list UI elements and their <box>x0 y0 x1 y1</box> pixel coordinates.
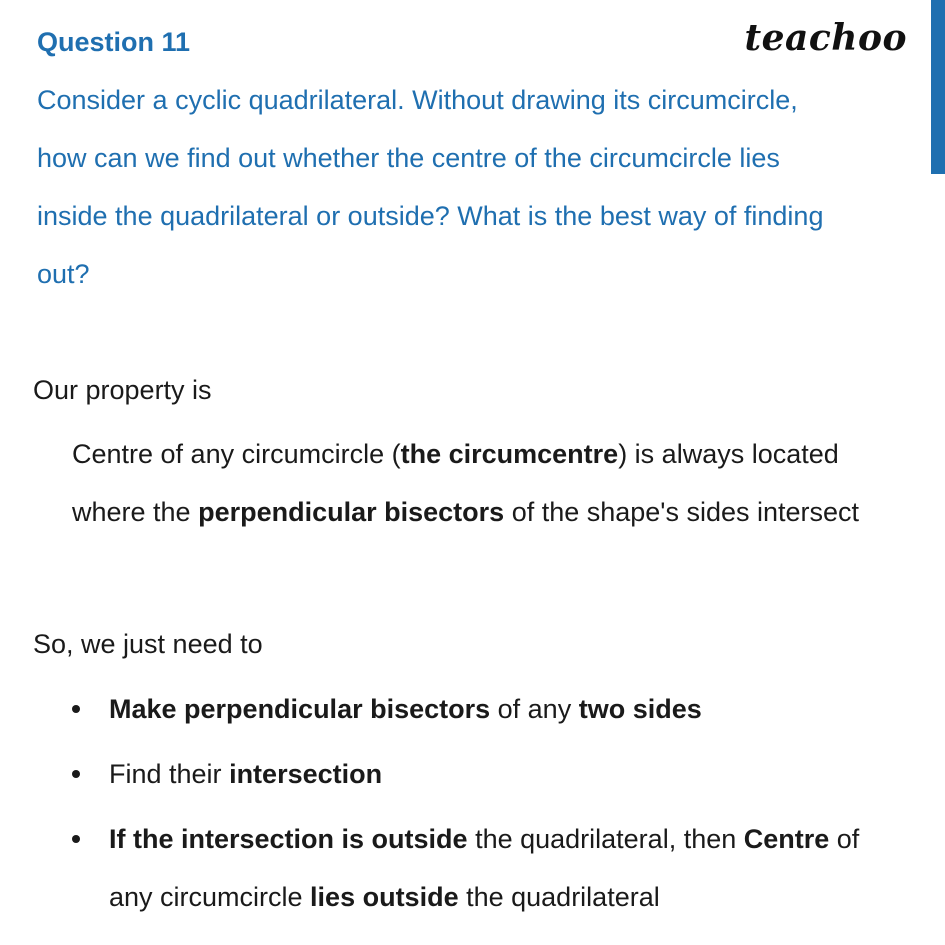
property-text: ) is always located <box>618 439 839 469</box>
step-text: Find their <box>109 759 230 789</box>
step-bold-term: If the intersection is outside <box>109 824 468 854</box>
step-bold-term: intersection <box>229 759 383 789</box>
step-bold-term: lies outside <box>310 882 459 912</box>
step-bold-term: two sides <box>578 694 702 724</box>
steps-list <box>72 680 922 933</box>
step-line <box>109 680 922 738</box>
question-title: Question 11 <box>37 27 191 57</box>
scrollbar-thumb[interactable] <box>931 0 945 174</box>
steps-intro: So, we just need to <box>33 629 263 659</box>
question-line: inside the quadrilateral or outside? What is the best way of finding <box>37 201 824 231</box>
bullet-icon <box>72 770 80 778</box>
property-line <box>72 425 922 483</box>
property-statement <box>72 425 922 541</box>
list-item <box>72 680 922 738</box>
step-line <box>109 745 922 803</box>
teachoo-logo: teachoo <box>744 17 907 59</box>
step-text: the quadrilateral <box>458 882 660 912</box>
property-line <box>72 483 922 541</box>
property-text: where the <box>72 497 199 527</box>
step-text: of any <box>490 694 579 724</box>
question-text <box>37 71 917 303</box>
step-line <box>109 810 922 868</box>
property-text: Centre of any circumcircle ( <box>72 439 401 469</box>
property-bold-term: perpendicular bisectors <box>198 497 505 527</box>
step-text: of <box>829 824 860 854</box>
step-line <box>109 868 922 926</box>
question-line: Consider a cyclic quadrilateral. Without drawing its circumcircle, <box>37 85 798 115</box>
bullet-icon <box>72 835 80 843</box>
list-item <box>72 745 922 803</box>
step-bold-term: Centre <box>743 824 830 854</box>
step-bold-term: Make perpendicular bisectors <box>109 694 491 724</box>
list-item <box>72 810 922 926</box>
step-text: the quadrilateral, then <box>467 824 744 854</box>
question-line: out? <box>37 259 90 289</box>
property-bold-term: the circumcentre <box>400 439 619 469</box>
bullet-icon <box>72 705 80 713</box>
step-text: any circumcircle <box>109 882 311 912</box>
property-text: of the shape's sides intersect <box>504 497 860 527</box>
question-line: how can we find out whether the centre of the circumcircle lies <box>37 143 780 173</box>
property-intro: Our property is <box>33 375 212 405</box>
